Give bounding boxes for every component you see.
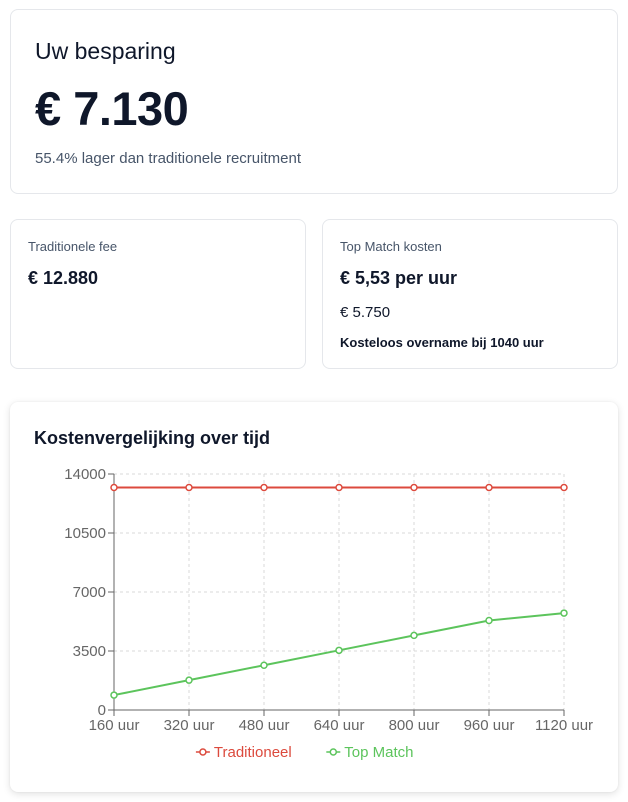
y-tick-label: 14000	[64, 466, 106, 483]
topmatch-total-amount: € 5.750	[340, 304, 391, 321]
data-point-top-match	[186, 677, 192, 683]
chart-title: Kostenvergelijking over tijd	[34, 428, 271, 448]
traditional-fee-value: € 12.880	[28, 268, 99, 288]
data-point-top-match	[561, 610, 567, 616]
data-point-traditioneel	[186, 484, 192, 490]
x-tick-label: 160 uur	[88, 717, 140, 734]
legend-label-top-match: Top Match	[344, 744, 414, 761]
traditional-fee-label: Traditionele fee	[28, 239, 118, 254]
x-tick-label: 800 uur	[388, 717, 440, 734]
savings-amount: € 7.130	[35, 82, 189, 135]
savings-title: Uw besparing	[35, 38, 176, 64]
y-tick-label: 0	[97, 702, 106, 719]
data-point-traditioneel	[111, 484, 117, 490]
data-point-top-match	[111, 692, 117, 698]
x-tick-label: 960 uur	[463, 717, 515, 734]
x-tick-label: 1120 uur	[534, 717, 594, 734]
topmatch-cost-label: Top Match kosten	[340, 239, 442, 254]
savings-subtitle: 55.4% lager dan traditionele recruitment	[35, 150, 301, 167]
data-point-top-match	[486, 617, 492, 623]
topmatch-takeover-note: Kosteloos overname bij 1040 uur	[340, 335, 544, 350]
legend-marker-traditioneel	[200, 749, 206, 755]
x-tick-label: 640 uur	[313, 717, 365, 734]
legend-marker-top-match	[330, 749, 336, 755]
data-point-traditioneel	[486, 484, 492, 490]
legend-label-traditioneel: Traditioneel	[213, 744, 292, 761]
topmatch-hourly-rate: € 5,53 per uur	[340, 268, 458, 288]
y-tick-label: 7000	[72, 584, 106, 601]
data-point-top-match	[411, 632, 417, 638]
x-tick-label: 480 uur	[238, 717, 290, 734]
data-point-traditioneel	[336, 484, 342, 490]
x-tick-label: 320 uur	[163, 717, 215, 734]
data-point-traditioneel	[261, 484, 267, 490]
y-tick-label: 3500	[72, 643, 106, 660]
data-point-top-match	[261, 662, 267, 668]
y-tick-label: 10500	[64, 525, 106, 542]
data-point-traditioneel	[561, 484, 567, 490]
data-point-top-match	[336, 647, 342, 653]
data-point-traditioneel	[411, 484, 417, 490]
